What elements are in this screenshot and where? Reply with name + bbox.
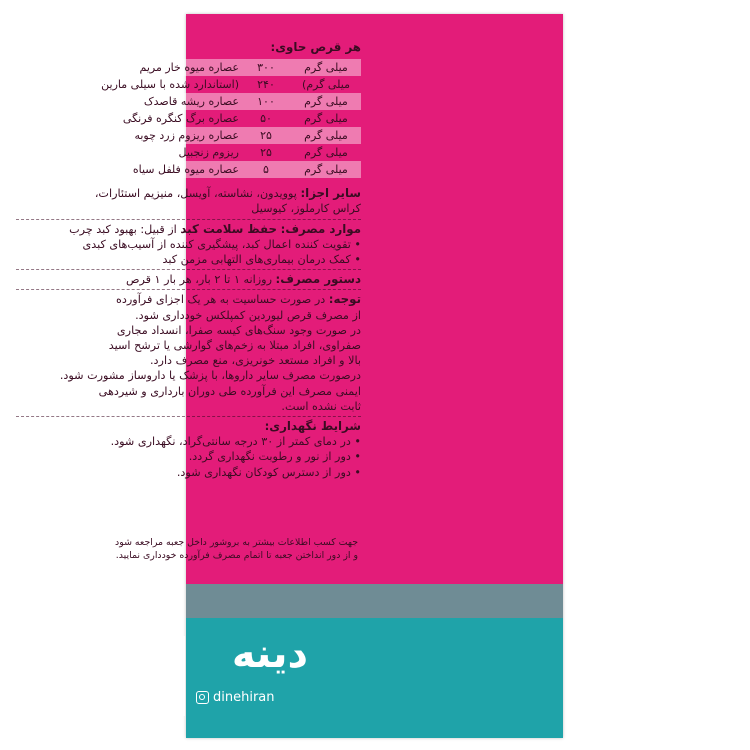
storage-line: • در دمای کمتر از ۳۰ درجه سانتی‌گراد، نگهداری شود. bbox=[110, 435, 361, 449]
ingredient-row bbox=[16, 76, 361, 93]
ingredient-amount: ۵ bbox=[263, 163, 269, 177]
other-ingredients-line2: کراس کارملوز، کیوسیل bbox=[251, 202, 361, 216]
other-ingredients-section bbox=[16, 184, 361, 219]
dosage-text: روزانه ۱ تا ۲ بار، هر بار ۱ قرص bbox=[125, 273, 272, 287]
phone-number-text: 021.61018 bbox=[51, 686, 143, 706]
warning-line: ثابت نشده است. bbox=[281, 399, 361, 413]
ingredients-table bbox=[16, 59, 361, 178]
brochure-note-line1: جهت کسب اطلاعات بیشتر به بروشور داخل جعبه مراجعه شود bbox=[115, 537, 358, 548]
ingredient-amount: ۳۰۰ bbox=[257, 61, 275, 75]
ingredient-row bbox=[16, 161, 361, 178]
ingredient-unit: میلی گرم bbox=[304, 112, 348, 126]
ingredient-unit: میلی گرم bbox=[304, 129, 348, 143]
ingredient-name: عصاره ریشه قاصدک bbox=[143, 95, 239, 109]
warning-line: صفراوی، افراد مبتلا به زخم‌های گوارشی یا ترشح اسید bbox=[108, 339, 361, 353]
usage-section bbox=[16, 220, 361, 271]
ingredient-row bbox=[16, 127, 361, 144]
ingredient-unit: میلی گرم bbox=[304, 61, 348, 75]
storage-label: شرایط نگهداری: bbox=[264, 419, 361, 434]
storage-line: • دور از دسترس کودکان نگهداری شود. bbox=[176, 465, 361, 479]
ingredient-name: عصاره ریزوم زرد چوبه bbox=[134, 129, 239, 143]
usage-line3: • کمک درمان بیماری‌های التهابی مزمن کبد bbox=[162, 253, 361, 267]
warning-line: درصورت مصرف سایر داروها، با پزشک یا داروساز مشورت شود. bbox=[59, 369, 361, 383]
label-content bbox=[16, 40, 361, 482]
ingredient-unit: میلی گرم bbox=[304, 163, 348, 177]
ingredient-amount: ۲۴۰ bbox=[257, 78, 275, 92]
usage-label: موارد مصرف: bbox=[280, 221, 361, 236]
ingredient-unit: میلی گرم bbox=[304, 95, 348, 109]
instagram-icon bbox=[196, 691, 209, 704]
ingredient-row bbox=[16, 93, 361, 110]
contains-heading: هر قرص حاوی: bbox=[270, 40, 361, 54]
instagram-handle bbox=[196, 690, 366, 705]
warning-line: بالا و افراد مستعد خونریزی، منع مصرف دارد. bbox=[150, 354, 361, 368]
other-ingredients-line1: پوویدون، نشاسته، آویسل، منیزیم استئارات، bbox=[94, 187, 297, 201]
warning-line: از مصرف قرص لیوردین کمپلکس خودداری شود. bbox=[135, 308, 361, 322]
dosage-section bbox=[16, 270, 361, 290]
warning-section bbox=[16, 290, 361, 417]
instagram-handle-text: dinehiran bbox=[213, 690, 275, 705]
ingredient-row bbox=[16, 59, 361, 76]
ingredient-name: عصاره میوه فلفل سیاه bbox=[132, 163, 239, 177]
ingredient-row bbox=[16, 144, 361, 161]
ingredient-unit: میلی گرم) bbox=[302, 78, 350, 92]
ingredient-name: عصاره میوه خار مریم bbox=[139, 61, 239, 75]
brand-logo: دینه bbox=[231, 631, 309, 677]
warning-line: در صورت حساسیت به هر یک اجزای فرآورده bbox=[116, 293, 326, 307]
phone-number bbox=[30, 686, 180, 706]
phone-icon bbox=[30, 688, 46, 704]
consult-line1: مشاوره دارویی bbox=[39, 639, 153, 657]
ingredient-name: (استاندارد شده با سیلی مارین bbox=[101, 78, 239, 92]
consult-line2: صدای شما bbox=[57, 660, 135, 678]
brochure-note bbox=[18, 536, 358, 562]
usage-line1: از قبیل: بهبود کبد چرب bbox=[69, 222, 177, 236]
ingredient-row bbox=[16, 110, 361, 127]
ingredient-name: عصاره برگ کنگره فرنگی bbox=[122, 112, 239, 126]
ingredient-amount: ۵۰ bbox=[260, 112, 272, 126]
usage-line2: • تقویت کننده اعمال کبد، پیشگیری کننده از آسیب‌های کبدی bbox=[82, 237, 361, 251]
dosage-label: دستور مصرف: bbox=[275, 272, 361, 287]
storage-line: • دور از نور و رطوبت نگهداری گردد. bbox=[188, 450, 361, 464]
ingredient-amount: ۲۵ bbox=[260, 146, 272, 160]
warning-line: ایمنی مصرف این فرآورده طی دوران بارداری و شیردهی bbox=[98, 384, 361, 398]
brand-divider bbox=[183, 636, 185, 716]
usage-label-liver: حفظ سلامت کبد bbox=[180, 221, 278, 236]
warning-line: در صورت وجود سنگ‌های کیسه صفرا، انسداد مجاری bbox=[116, 323, 361, 337]
ingredient-unit: میلی گرم bbox=[304, 146, 348, 160]
warning-label: توجه: bbox=[328, 292, 361, 307]
brochure-note-line2: و از دور انداختن جعبه تا اتمام مصرف فرآورده خودداری نمایید. bbox=[115, 550, 358, 561]
ingredient-amount: ۲۵ bbox=[260, 129, 272, 143]
slate-band bbox=[186, 584, 563, 618]
ingredient-amount: ۱۰۰ bbox=[257, 95, 275, 109]
other-ingredients-label: سایر اجزا: bbox=[300, 186, 361, 201]
storage-section bbox=[16, 417, 361, 482]
ingredient-name: ریزوم زنجبیل bbox=[178, 146, 239, 160]
